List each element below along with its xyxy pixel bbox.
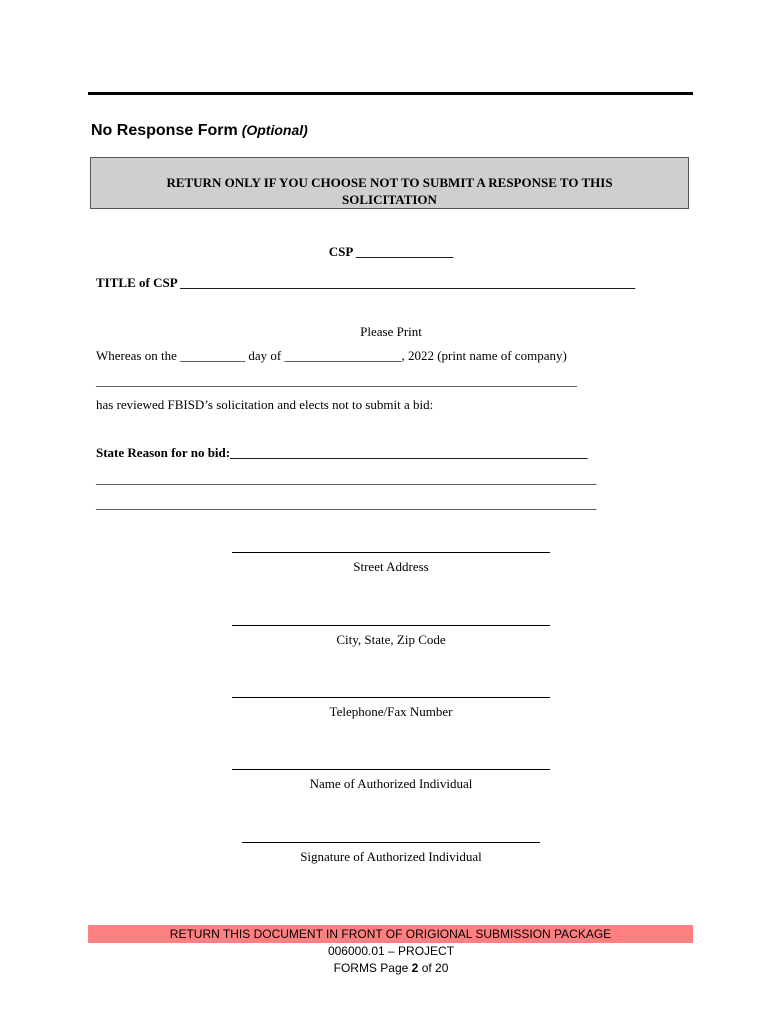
- reason-line-1[interactable]: _______________________________________________________: [230, 445, 588, 460]
- city-state-zip-block[interactable]: [0, 625, 770, 648]
- footer-banner: RETURN THIS DOCUMENT IN FRONT OF ORIGIONAL SUBMISSION PACKAGE: [88, 925, 693, 943]
- phone-fax-line[interactable]: [232, 697, 550, 698]
- street-address-line[interactable]: [232, 552, 550, 553]
- footer-page-prefix: FORMS Page: [333, 961, 409, 975]
- notice-line-1: RETURN ONLY IF YOU CHOOSE NOT TO SUBMIT A RESPONSE TO THIS: [166, 175, 613, 190]
- signature-label: Signature of Authorized Individual: [300, 849, 482, 864]
- reason-field[interactable]: [96, 445, 588, 461]
- notice-line-2: SOLICITATION: [342, 192, 437, 207]
- form-title-text: No Response Form: [91, 122, 238, 139]
- phone-fax-label: Telephone/Fax Number: [329, 704, 453, 719]
- street-address-label: Street Address: [353, 559, 429, 574]
- footer-doc-id: 006000.01 – PROJECT: [327, 944, 455, 958]
- signature-block[interactable]: [0, 842, 770, 865]
- city-state-zip-line[interactable]: [232, 625, 550, 626]
- authorized-name-label: Name of Authorized Individual: [309, 776, 473, 791]
- reviewed-statement: has reviewed FBISD’s solicitation and elects not to submit a bid:: [96, 397, 434, 412]
- phone-fax-block[interactable]: [0, 697, 770, 720]
- footer-page-number: [0, 961, 770, 975]
- authorized-name-block[interactable]: [0, 769, 770, 792]
- reason-line-3[interactable]: _____________________________________________________________________________: [96, 496, 597, 511]
- footer-page-total: of 20: [421, 961, 449, 975]
- optional-label: (Optional): [241, 122, 308, 138]
- authorized-name-line[interactable]: [232, 769, 550, 770]
- title-csp-field[interactable]: TITLE of CSP ______________________________________________________________________: [96, 275, 636, 290]
- notice-box: [90, 157, 689, 209]
- company-name-line[interactable]: __________________________________________________________________________: [96, 373, 577, 388]
- reason-label: State Reason for no bid:: [96, 445, 231, 460]
- footer-page-current: 2: [411, 961, 419, 975]
- reason-line-2[interactable]: _____________________________________________________________________________: [96, 471, 597, 486]
- csp-field[interactable]: CSP _______________: [328, 244, 454, 259]
- please-print-label: Please Print: [360, 324, 422, 339]
- city-state-zip-label: City, State, Zip Code: [336, 632, 446, 647]
- street-address-block[interactable]: [0, 552, 770, 575]
- top-rule: [88, 92, 693, 95]
- signature-line[interactable]: [242, 842, 540, 843]
- whereas-line[interactable]: Whereas on the __________ day of __________________, 2022 (print name of company): [96, 348, 567, 363]
- form-title: [91, 122, 308, 140]
